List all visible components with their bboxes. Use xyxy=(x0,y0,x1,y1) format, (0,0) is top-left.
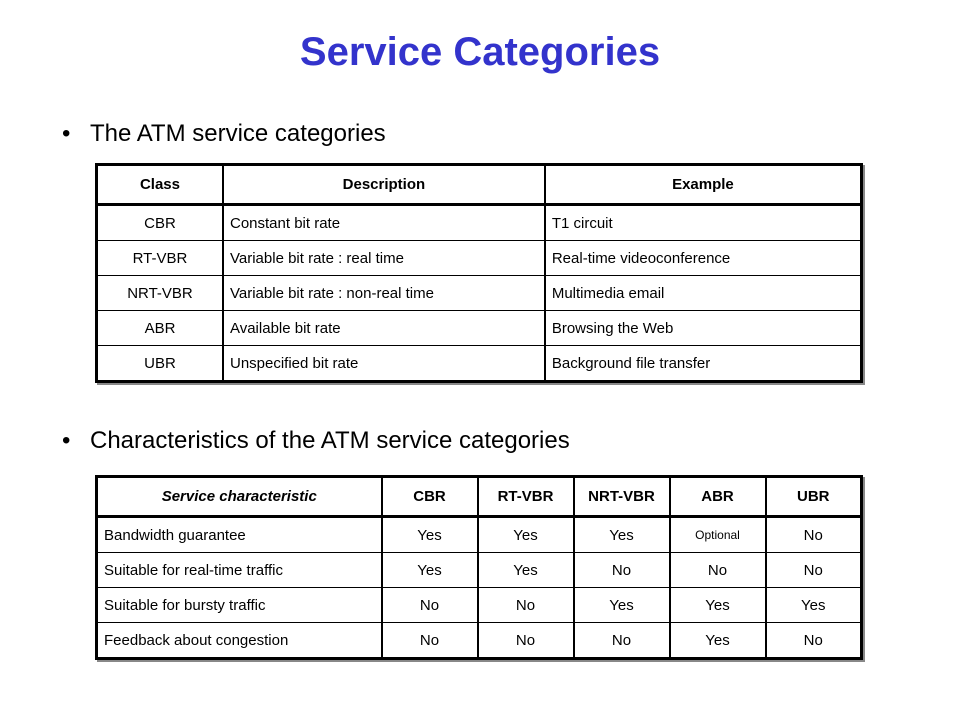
characteristic-cell: Suitable for real-time traffic xyxy=(97,553,382,588)
bullet-atm-service-categories xyxy=(62,120,386,148)
example-cell: Multimedia email xyxy=(545,276,862,311)
column-header-abr: ABR xyxy=(670,477,766,517)
value-cell: No xyxy=(382,588,478,623)
bullet-atm-characteristics xyxy=(62,427,570,455)
description-cell: Variable bit rate : non-real time xyxy=(223,276,545,311)
value-cell: Yes xyxy=(670,588,766,623)
table-row xyxy=(97,623,862,659)
characteristic-cell: Bandwidth guarantee xyxy=(97,517,382,553)
service-characteristics-table xyxy=(95,475,863,660)
value-cell: Yes xyxy=(382,553,478,588)
example-cell: T1 circuit xyxy=(545,205,862,241)
bullet-text: Characteristics of the ATM service categories xyxy=(90,427,570,454)
table-row xyxy=(97,276,862,311)
slide-title: Service Categories xyxy=(299,30,661,74)
value-cell: Yes xyxy=(478,517,574,553)
value-cell: No xyxy=(670,553,766,588)
description-cell: Available bit rate xyxy=(223,311,545,346)
bullet-dot: • xyxy=(62,120,71,147)
column-header-service-characteristic: Service characteristic xyxy=(97,477,382,517)
value-cell: Yes xyxy=(670,623,766,659)
class-cell: CBR xyxy=(97,205,223,241)
class-cell: NRT-VBR xyxy=(97,276,223,311)
service-categories-table xyxy=(95,163,863,383)
description-cell: Unspecified bit rate xyxy=(223,346,545,382)
value-cell: No xyxy=(766,553,862,588)
characteristic-cell: Suitable for bursty traffic xyxy=(97,588,382,623)
value-cell: Yes xyxy=(382,517,478,553)
table-row xyxy=(97,241,862,276)
column-header-description: Description xyxy=(223,165,545,205)
example-cell: Real-time videoconference xyxy=(545,241,862,276)
column-header-ubr: UBR xyxy=(766,477,862,517)
table-row xyxy=(97,517,862,553)
example-cell: Background file transfer xyxy=(545,346,862,382)
class-cell: ABR xyxy=(97,311,223,346)
table-row xyxy=(97,588,862,623)
value-cell: Yes xyxy=(574,588,670,623)
value-cell: Optional xyxy=(670,517,766,553)
characteristic-cell: Feedback about congestion xyxy=(97,623,382,659)
description-cell: Constant bit rate xyxy=(223,205,545,241)
column-header-cbr: CBR xyxy=(382,477,478,517)
value-cell: Yes xyxy=(478,553,574,588)
value-cell: No xyxy=(478,623,574,659)
value-cell: No xyxy=(574,623,670,659)
table-row xyxy=(97,311,862,346)
example-cell: Browsing the Web xyxy=(545,311,862,346)
value-cell: No xyxy=(478,588,574,623)
column-header-nrt-vbr: NRT-VBR xyxy=(574,477,670,517)
table-header-row xyxy=(97,477,862,517)
class-cell: UBR xyxy=(97,346,223,382)
value-cell: Yes xyxy=(766,588,862,623)
value-cell: No xyxy=(574,553,670,588)
table-row xyxy=(97,205,862,241)
bullet-text: The ATM service categories xyxy=(90,120,386,147)
value-cell: No xyxy=(382,623,478,659)
bullet-dot: • xyxy=(62,427,71,454)
table-row xyxy=(97,346,862,382)
value-cell: No xyxy=(766,517,862,553)
class-cell: RT-VBR xyxy=(97,241,223,276)
table-header-row xyxy=(97,165,862,205)
description-cell: Variable bit rate : real time xyxy=(223,241,545,276)
value-cell: Yes xyxy=(574,517,670,553)
table-row xyxy=(97,553,862,588)
column-header-example: Example xyxy=(545,165,862,205)
column-header-rt-vbr: RT-VBR xyxy=(478,477,574,517)
value-cell: No xyxy=(766,623,862,659)
column-header-class: Class xyxy=(97,165,223,205)
